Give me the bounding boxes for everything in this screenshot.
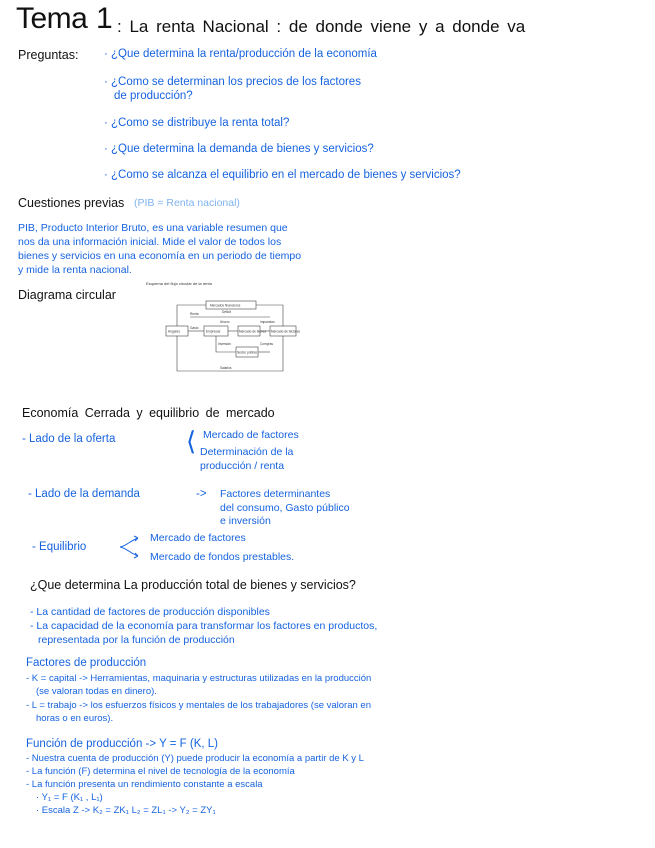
flow-label: Compras bbox=[260, 342, 273, 346]
flow-label: Gasto bbox=[190, 326, 199, 330]
demanda-label: - Lado de la demanda bbox=[28, 488, 140, 500]
title-number: 1 bbox=[96, 2, 113, 35]
oferta-label: - Lado de la oferta bbox=[22, 433, 116, 445]
equilibrio-label: - Equilibrio bbox=[32, 541, 87, 553]
title-main: Tema bbox=[16, 2, 88, 35]
diagrama-label: Diagrama circular bbox=[18, 288, 116, 302]
factores-line: - K = capital -> Herramientas, maquinaria y estructuras utilizadas en la producción bbox=[26, 673, 372, 684]
flow-label: Salarios bbox=[220, 366, 232, 370]
funcion-line: - La función presenta un rendimiento constante a escala bbox=[26, 779, 263, 790]
pib-line: y mide la renta nacional. bbox=[18, 264, 132, 276]
box-label: Mercado de bienes bbox=[239, 329, 267, 334]
pregunta-item: · ¿Que determina la renta/producción de la economía bbox=[104, 48, 377, 60]
pib-line: PIB, Producto Interior Bruto, es una variable resumen que bbox=[18, 222, 288, 234]
economia-heading: Economía Cerrada y equilibrio de mercado bbox=[22, 406, 275, 420]
preguntas-label: Preguntas: bbox=[18, 48, 79, 62]
produccion-line: representada por la función de producción bbox=[38, 634, 235, 646]
brace-icon: ⟨ bbox=[186, 426, 197, 456]
flow-label: Renta bbox=[190, 312, 199, 316]
pib-line: nos da una información inicial. Mide el valor de todos los bbox=[18, 236, 282, 248]
funcion-line: - La función (F) determina el nivel de tecnología de la economía bbox=[26, 766, 295, 777]
title-subtitle: : La renta Nacional : de donde viene y a donde va bbox=[117, 17, 526, 36]
pregunta-item: · ¿Que determina la demanda de bienes y servicios? bbox=[104, 143, 374, 155]
box-label: Mercados financieros bbox=[210, 303, 241, 308]
box-label: Mercado de factores bbox=[271, 329, 301, 334]
box-label: Hogares bbox=[168, 329, 181, 334]
funcion-line: · Escala Z -> K₂ = ZK₁ L₂ = ZL₁ -> Y₂ = ZY₁ bbox=[36, 805, 216, 816]
oferta-item: Determinación de la bbox=[200, 446, 294, 458]
equilibrio-item: Mercado de factores bbox=[150, 532, 246, 544]
oferta-item: producción / renta bbox=[200, 460, 285, 472]
produccion-line: - La cantidad de factores de producción disponibles bbox=[30, 606, 270, 618]
pregunta-item: · ¿Como se distribuye la renta total? bbox=[104, 117, 290, 129]
funcion-line: · Y₁ = F (K₁ , L₁) bbox=[36, 792, 103, 803]
funcion-heading: Función de producción -> Y = F (K, L) bbox=[26, 738, 218, 750]
flow-label: Inversión bbox=[218, 342, 231, 346]
funcion-line: - Nuestra cuenta de producción (Y) puede producir la economía a partir de K y L bbox=[26, 753, 364, 764]
pib-line: bienes y servicios en una economía en un periodo de tiempo bbox=[18, 250, 302, 262]
factores-heading: Factores de producción bbox=[26, 657, 147, 669]
produccion-line: - La capacidad de la economía para transformar los factores en productos, bbox=[30, 620, 378, 632]
produccion-heading: ¿Que determina La producción total de bienes y servicios? bbox=[30, 578, 356, 592]
pregunta-item: de producción? bbox=[114, 90, 193, 102]
cuestiones-label: Cuestiones previas bbox=[18, 196, 125, 210]
factores-line: (se valoran todas en dinero). bbox=[36, 686, 157, 697]
circular-flow-diagram bbox=[160, 293, 320, 383]
demanda-item: e inversión bbox=[220, 515, 271, 527]
pregunta-item: · ¿Como se determinan los precios de los factores bbox=[104, 76, 361, 88]
factores-line: - L = trabajo -> los esfuerzos físicos y mentales de los trabajadores (se valoran en bbox=[26, 700, 371, 711]
cuestiones-note: (PIB = Renta nacional) bbox=[134, 197, 240, 209]
flow-label: Ahorro bbox=[220, 320, 230, 324]
pregunta-item: · ¿Como se alcanza el equilibrio en el mercado de bienes y servicios? bbox=[104, 169, 461, 181]
box-label: Empresas bbox=[206, 329, 221, 334]
equilibrio-item: Mercado de fondos prestables. bbox=[150, 551, 295, 563]
box-label: Sector público bbox=[237, 350, 258, 355]
split-arrow-icon bbox=[118, 533, 148, 561]
flow-label: Déficit bbox=[222, 310, 231, 314]
demanda-item: del consumo, Gasto público bbox=[220, 502, 350, 514]
demanda-item: Factores determinantes bbox=[220, 488, 331, 500]
flow-label: Impuestos bbox=[260, 320, 275, 324]
demanda-arrow: -> bbox=[196, 488, 207, 500]
factores-line: horas o en euros). bbox=[36, 713, 114, 724]
diagrama-caption: Esquema del flujo circular de la renta bbox=[146, 281, 212, 286]
oferta-item: Mercado de factores bbox=[203, 429, 299, 441]
